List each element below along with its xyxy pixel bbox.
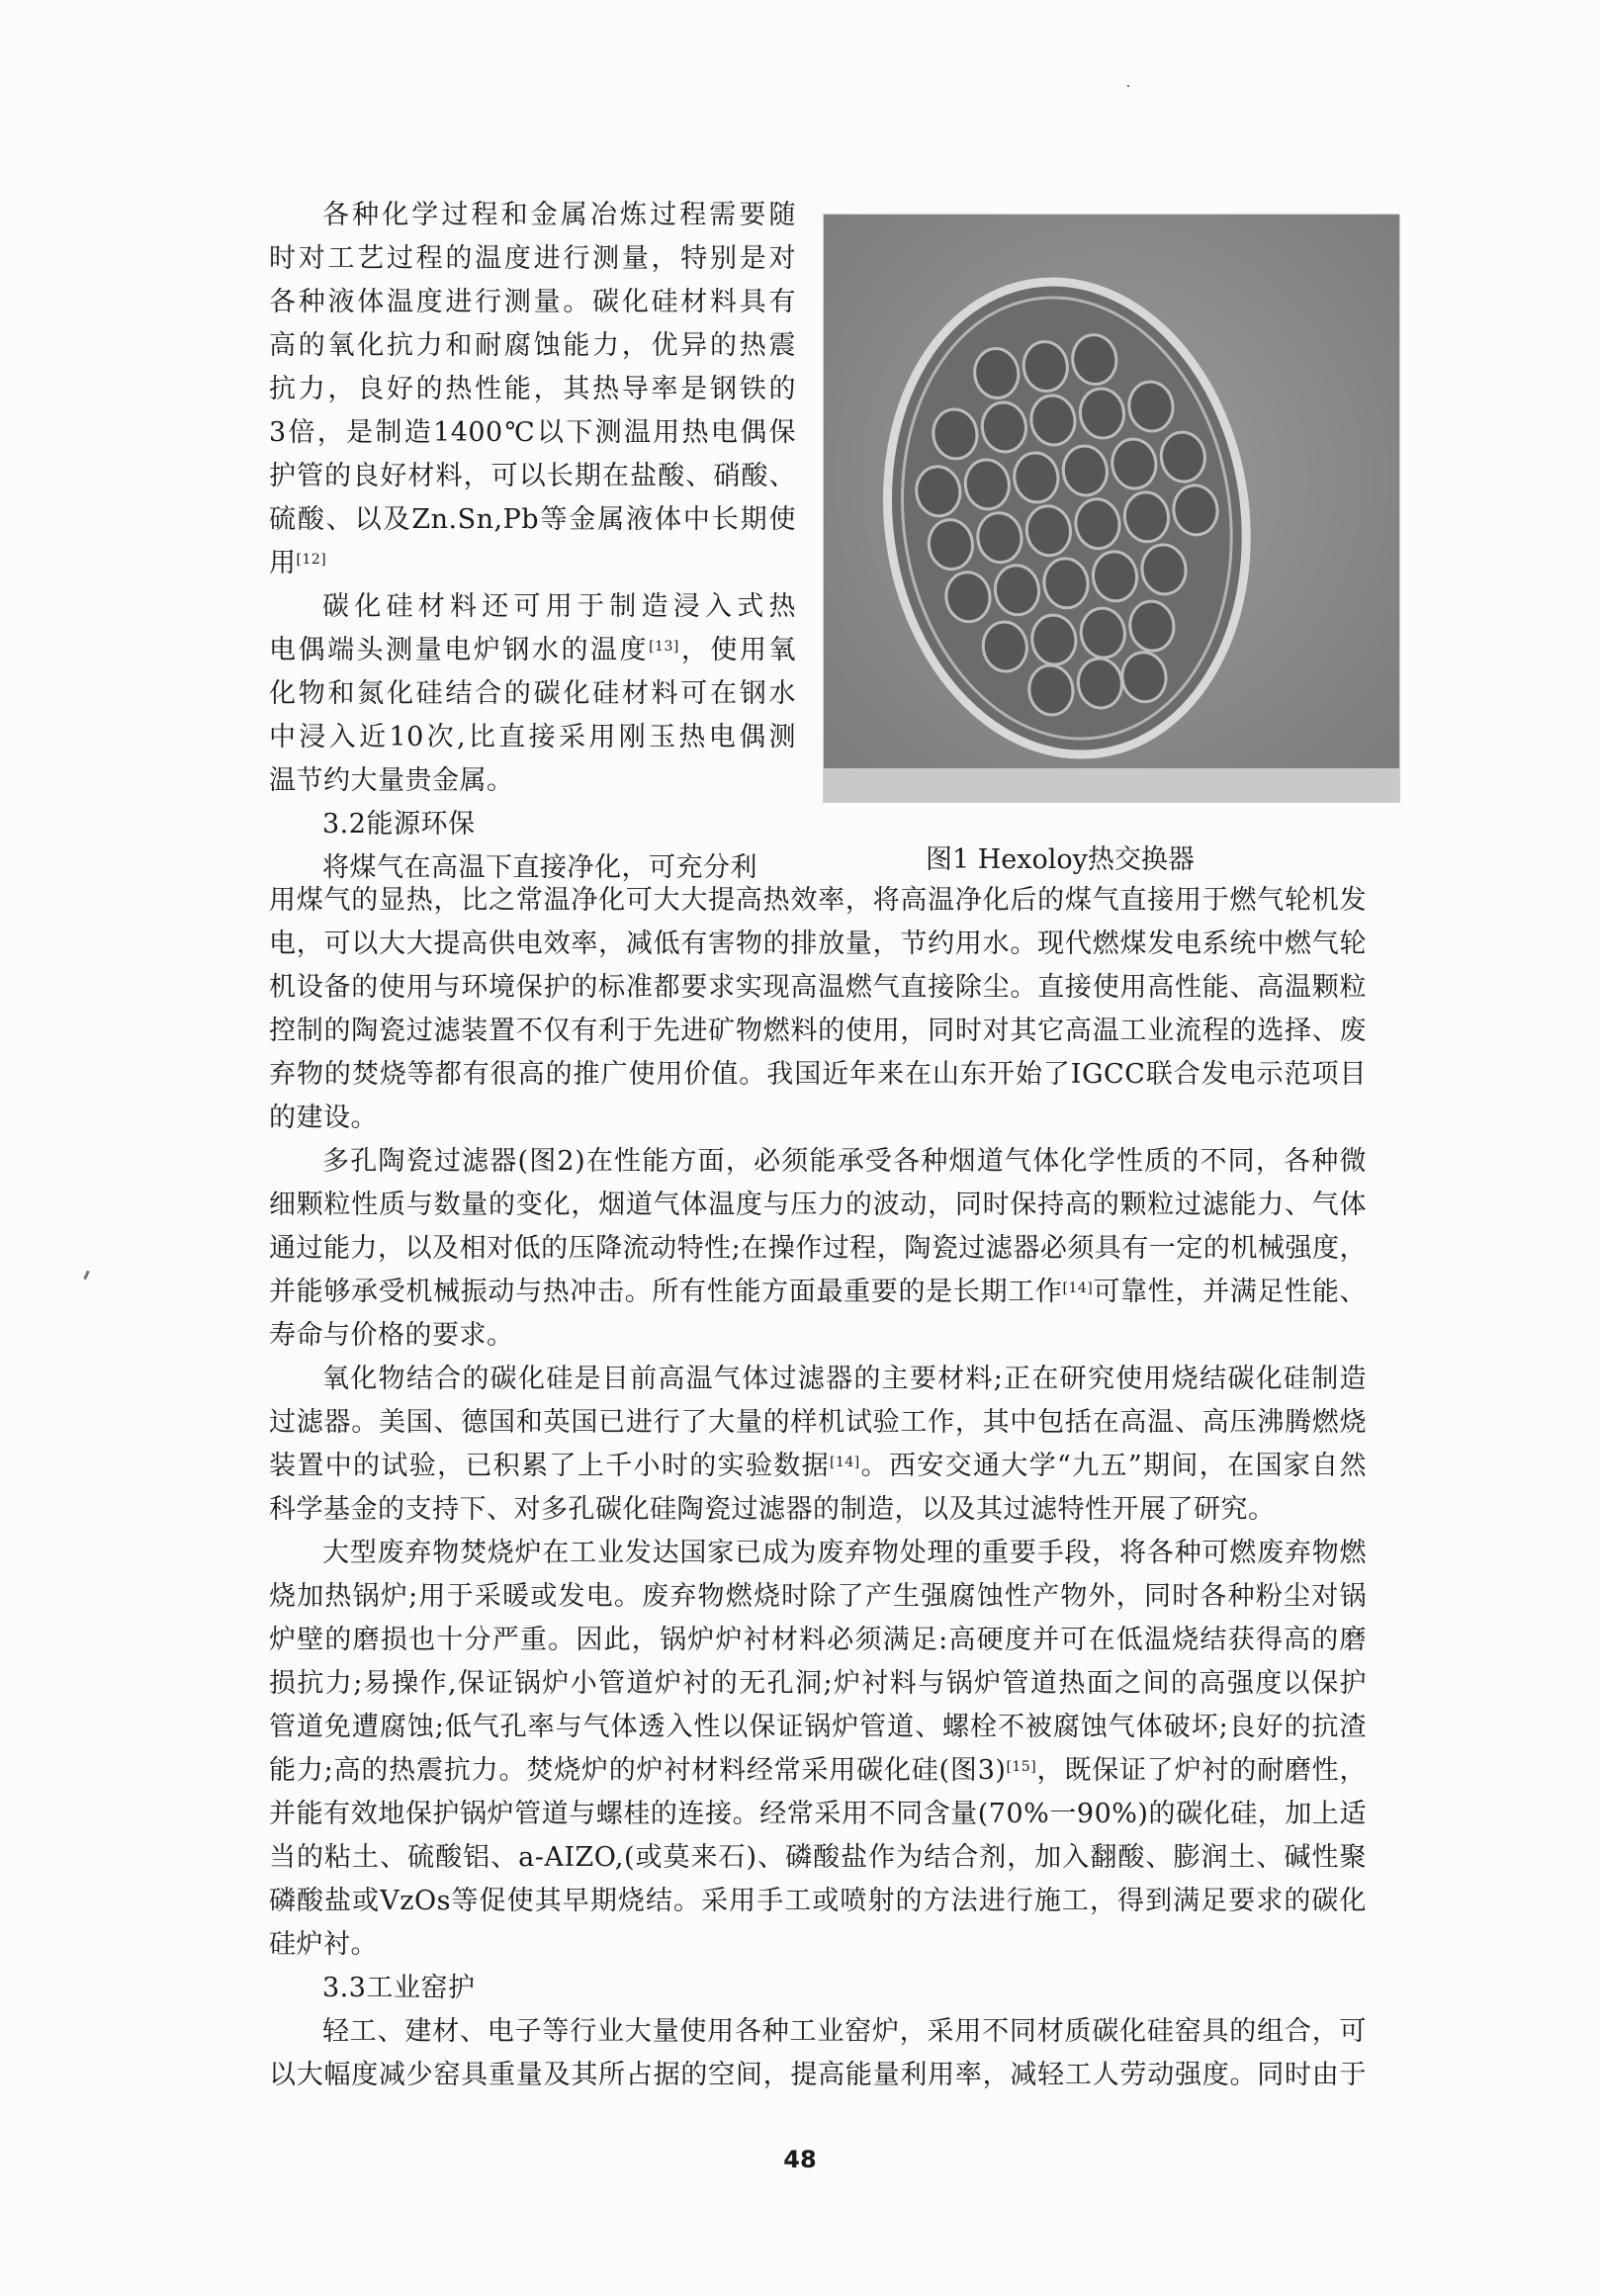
- line-text: 通过能力，以及相对低的压降流动特性;在操作过程，陶瓷过滤器必须具有一定的机械强度，: [269, 1233, 1367, 1264]
- text-line: [269, 326, 796, 366]
- line-text: 并能够承受机械振动与热冲击。所有性能方面最重要的是长期工作: [269, 1277, 1063, 1307]
- text-line: [269, 457, 796, 496]
- line-text: 抗力，良好的热性能，其热导率是钢铁的: [269, 374, 796, 404]
- text-line: [269, 761, 514, 801]
- text-line: [269, 544, 326, 583]
- text-line: [322, 587, 796, 627]
- text-line: [269, 500, 796, 540]
- text-line: [269, 1012, 1367, 1051]
- line-text: 并能有效地保护锅炉管道与螺桂的连接。经常采用不同含量(70%一90%)的碳化硅，加上适: [269, 1799, 1367, 1829]
- line-text: 大型废弃物焚烧炉在工业发达国家已成为废弃物处理的重要手段，将各种可燃废弃物燃: [322, 1538, 1367, 1568]
- text-line: [269, 631, 796, 670]
- text-line: [269, 1621, 1367, 1660]
- line-text: 弃物的焚烧等都有很高的推广使用价值。我国近年来在山东开始了IGCC联合发电示范项目: [269, 1059, 1367, 1090]
- text-line: [269, 925, 1367, 964]
- line-text: 时对工艺过程的温度进行测量，特别是对: [269, 243, 796, 274]
- line-text: 以大幅度减少窑具重量及其所占据的空间，提高能量利用率，减轻工人劳动强度。同时由于: [269, 2060, 1367, 2090]
- line-text: 机设备的使用与环境保护的标准都要求实现高温燃气直接除尘。直接使用高性能、高温颗粒: [269, 972, 1367, 1003]
- page-number: 48: [783, 2146, 817, 2173]
- line-text: 各种化学过程和金属冶炼过程需要随: [322, 200, 796, 230]
- citation-ref: [15]: [1006, 1759, 1037, 1775]
- text-line: [269, 1403, 1367, 1443]
- text-line: [269, 718, 796, 757]
- line-text: 寿命与价格的要求。: [269, 1320, 514, 1351]
- line-text: 电偶端头测量电炉钢水的温度: [269, 635, 650, 665]
- line-text: 用: [269, 548, 297, 578]
- text-line: [269, 1186, 1367, 1225]
- scan-dot: [1127, 85, 1129, 87]
- line-text: 控制的陶瓷过滤装置不仅有利于先进矿物燃料的使用，同时对其它高温工业流程的选择、废: [269, 1016, 1367, 1046]
- line-text: 烧加热锅炉;用于采暖或发电。废弃物燃烧时除了产生强腐蚀性产物外，同时各种粉尘对锅: [269, 1581, 1367, 1612]
- text-line: [269, 1751, 1367, 1791]
- line-text-continued: ，使用氧: [678, 635, 797, 665]
- line-text: 用煤气的显热，比之常温净化可大大提高热效率，将高温净化后的煤气直接用于燃气轮机发: [269, 885, 1367, 916]
- text-line: [269, 1447, 1367, 1486]
- line-text: 管道免遭腐蚀;低气孔率与气体透入性以保证锅炉管道、螺栓不被腐蚀气体破坏;良好的抗渣: [269, 1712, 1367, 1742]
- line-text: 温节约大量贵金属。: [269, 765, 514, 796]
- line-text-continued: 。西安交通大学“九五”期间，在国家自然: [859, 1451, 1368, 1481]
- line-text-continued: 可靠性，并满足性能、: [1093, 1277, 1368, 1307]
- line-text: 当的粘土、硫酸铝、a-AIZO,(或莫来石)、磷酸盐作为结合剂，加入翻酸、膨润土、碱性聚: [269, 1842, 1367, 1873]
- text-line: [269, 1882, 1367, 1921]
- line-text: 轻工、建材、电子等行业大量使用各种工业窑炉，采用不同材质碳化硅窑具的组合，可: [322, 2016, 1367, 2047]
- scan-dot: [83, 1271, 90, 1280]
- text-line: [322, 196, 796, 235]
- line-text: 各种液体温度进行测量。碳化硅材料具有: [269, 287, 796, 317]
- citation-ref: [13]: [649, 639, 679, 655]
- text-line: [269, 239, 796, 279]
- text-line: [269, 1795, 1367, 1834]
- text-line: [322, 1534, 1367, 1573]
- line-text-continued: ，既保证了炉衬的耐磨性，: [1036, 1755, 1368, 1786]
- line-text: 硫酸、以及Zn.Sn,Pb等金属液体中长期使: [269, 504, 796, 535]
- text-line: [269, 1229, 1367, 1269]
- line-text: 将煤气在高温下直接净化，可充分利: [322, 852, 757, 883]
- line-text: 3.2能源环保: [322, 809, 476, 839]
- text-line: [269, 1577, 1367, 1617]
- line-text: 硅炉衬。: [269, 1929, 378, 1960]
- line-text: 碳化硅材料还可用于制造浸入式热: [322, 591, 796, 622]
- text-line: [322, 805, 475, 844]
- text-line: [269, 2056, 1367, 2095]
- line-text: 3.3工业窑护: [322, 1973, 476, 2003]
- text-line: [269, 1055, 1367, 1095]
- line-text: 高的氧化抗力和耐腐蚀能力，优异的热震: [269, 330, 796, 361]
- line-text: 损抗力;易操作,保证锅炉小管道炉衬的无孔洞;炉衬料与锅炉管道热面之间的高强度以保护: [269, 1668, 1367, 1699]
- text-line: [269, 674, 796, 714]
- line-text: 的建设。: [269, 1103, 378, 1133]
- line-text: 装置中的试验，已积累了上千小时的实验数据: [269, 1451, 830, 1481]
- line-text: 磷酸盐或VzOs等促使其早期烧结。采用手工或喷射的方法进行施工，得到满足要求的碳化: [269, 1886, 1367, 1916]
- line-text: 中浸入近10次,比直接采用刚玉热电偶测: [269, 722, 796, 752]
- line-text: 3倍，是制造1400℃以下测温用热电偶保: [269, 417, 796, 448]
- figure-caption: 图1 Hexoloy热交换器: [926, 844, 1195, 875]
- text-line: [269, 283, 796, 322]
- text-line: [269, 1099, 378, 1138]
- citation-ref: [14]: [830, 1455, 860, 1470]
- line-text: 氧化物结合的碳化硅是目前高温气体过滤器的主要材料;正在研究使用烧结碳化硅制造: [322, 1364, 1367, 1394]
- text-line: [269, 968, 1367, 1008]
- line-text: 科学基金的支持下、对多孔碳化硅陶瓷过滤器的制造，以及其过滤特性开展了研究。: [269, 1494, 1276, 1525]
- line-text: 多孔陶瓷过滤器(图2)在性能方面，必须能承受各种烟道气体化学性质的不同，各种微: [322, 1146, 1367, 1177]
- line-text: 炉壁的磨损也十分严重。因此，锅炉炉衬材料必须满足:高硬度并可在低温烧结获得高的磨: [269, 1625, 1367, 1655]
- text-line: [322, 1360, 1367, 1399]
- figure-1: [823, 214, 1400, 803]
- text-line: [269, 1925, 378, 1965]
- text-line: [322, 2012, 1367, 2052]
- text-line: [322, 1969, 475, 2008]
- hexoloy-heat-exchanger-photo: [824, 215, 1399, 802]
- line-text: 电，可以大大提高供电效率，减低有害物的排放量，节约用水。现代燃煤发电系统中燃气轮: [269, 928, 1367, 959]
- text-line: [322, 1142, 1367, 1182]
- text-line: [269, 881, 1367, 921]
- line-text: 能力;高的热震抗力。焚烧炉的炉衬材料经常采用碳化硅(图3): [269, 1755, 1007, 1786]
- citation-ref: [14]: [1062, 1280, 1094, 1296]
- line-text: 细颗粒性质与数量的变化，烟道气体温度与压力的波动，同时保持高的颗粒过滤能力、气体: [269, 1190, 1367, 1220]
- text-line: [269, 1490, 1276, 1530]
- line-text: 护管的良好材料，可以长期在盐酸、硝酸、: [269, 461, 796, 491]
- text-line: [269, 370, 796, 409]
- text-line: [269, 413, 796, 453]
- text-line: [269, 1838, 1367, 1878]
- text-line: [269, 1664, 1367, 1704]
- line-text: 过滤器。美国、德国和英国已进行了大量的样机试验工作，其中包括在高温、高压沸腾燃烧: [269, 1407, 1367, 1438]
- line-text: 化物和氮化硅结合的碳化硅材料可在钢水: [269, 678, 796, 709]
- text-line: [269, 1708, 1367, 1747]
- citation-ref: [12]: [296, 552, 327, 568]
- text-line: [269, 1316, 514, 1356]
- text-line: [269, 1273, 1367, 1312]
